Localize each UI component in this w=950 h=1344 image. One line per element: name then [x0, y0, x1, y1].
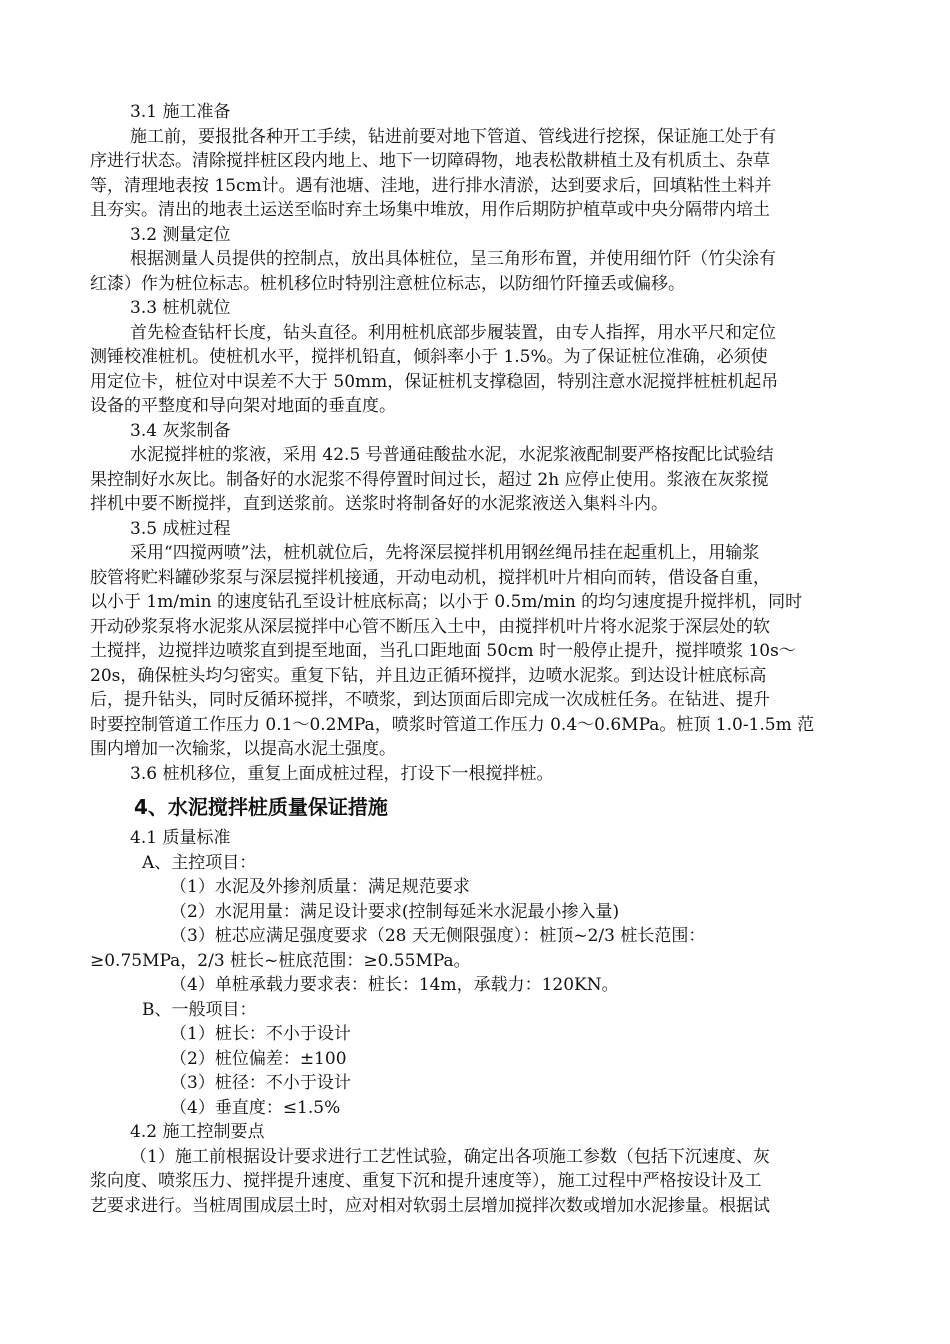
text-line: （4）垂直度：≤1.5%: [170, 1097, 341, 1118]
text-line: ≥0.75MPa，2/3 桩长~桩底范围：≥0.55MPa。: [90, 950, 471, 971]
text-line: 施工前，要报批各种开工手续，钻进前要对地下管道、管线进行挖探，保证施工处于有: [130, 126, 776, 147]
text-line: 以小于 1m/min 的速度钻孔至设计桩底标高；以小于 0.5m/min 的均匀速度提升搅拌机，同时: [90, 592, 803, 612]
text-line: 土搅拌，边搅拌边喷浆直到提至地面，当孔口距地面 50cm 时一般停止提升，搅拌喷浆 10s～: [90, 641, 796, 661]
text-line: 3.4 灰浆制备: [130, 420, 231, 441]
text-line: （4）单桩承载力要求表：桩长：14m，承载力：120KN。: [170, 975, 619, 995]
text-line: 等，清理地表按 15cm计。遇有池塘、洼地，进行排水清淤，达到要求后，回填粘性土料并: [90, 175, 772, 196]
section-4-block: [90, 826, 858, 1218]
section-4-heading: 4、水泥搅拌桩质量保证措施: [134, 795, 388, 819]
section-3-block: [90, 100, 858, 786]
text-line: （2）水泥用量：满足设计要求(控制每延米水泥最小掺入量): [170, 901, 620, 922]
text-line: B、一般项目：: [142, 999, 257, 1020]
text-line: （3）桩芯应满足强度要求（28 天无侧限强度）：桩顶~2/3 桩长范围：: [170, 926, 706, 946]
text-line: 红漆）作为桩位标志。桩机移位时特别注意桩位标志，以防细竹阡撞丢或偏移。: [90, 273, 685, 294]
text-line: 浆向度、喷浆压力、搅拌提升速度、重复下沉和提升速度等），施工过程中严格按设计及工: [90, 1171, 762, 1191]
text-line: （2）桩位偏差：±100: [170, 1048, 347, 1069]
text-line: 4.2 施工控制要点: [130, 1122, 265, 1142]
text-line: 艺要求进行。当桩周围成层土时，应对相对软弱土层增加搅拌次数或增加水泥掺量。根据试: [90, 1195, 770, 1216]
text-line: 设备的平整度和导向架对地面的垂直度。: [90, 396, 396, 416]
text-line: 围内增加一次输浆，以提高水泥土强度。: [90, 739, 396, 759]
text-line: 且夯实。清出的地表土运送至临时弃土场集中堆放，用作后期防护植草或中央分隔带内培土: [90, 200, 770, 220]
text-line: 序进行状态。清除搅拌桩区段内地上、地下一切障碍物，地表松散耕植土及有机质土、杂草: [90, 151, 770, 171]
text-line: （3）桩径：不小于设计: [170, 1073, 351, 1093]
text-line: 首先检查钻杆长度，钻头直径。利用桩机底部步履装置，由专人指挥，用水平尺和定位: [130, 322, 776, 343]
text-line: A、主控项目：: [142, 852, 257, 873]
text-line: 胶管将贮料罐砂浆泵与深层搅拌机接通，开动电动机，搅拌机叶片相向而转，借设备自重，: [90, 567, 770, 588]
text-line: 根据测量人员提供的控制点，放出具体桩位，呈三角形布置，并使用细竹阡（竹尖涂有: [130, 249, 776, 269]
text-line: 测锤校准桩机。使桩机水平，搅拌机铅直，倾斜率小于 1.5%。为了保证桩位准确，必须使: [90, 347, 768, 367]
text-line: （1）施工前根据设计要求进行工艺性试验，确定出各项施工参数（包括下沉速度、灰: [130, 1146, 770, 1167]
text-line: 开动砂浆泵将水泥浆从深层搅拌中心管不断压入土中，由搅拌机叶片将水泥浆于深层处的软: [90, 616, 770, 637]
text-line: 3.1 施工准备: [130, 102, 231, 122]
text-line: 3.3 桩机就位: [130, 298, 231, 318]
text-line: 3.6 桩机移位，重复上面成桩过程，打设下一根搅拌桩。: [130, 763, 554, 784]
text-line: 4.1 质量标准: [130, 828, 231, 848]
text-line: 采用“四搅两喷”法，桩机就位后，先将深层搅拌机用钢丝绳吊挂在起重机上，用输浆: [130, 543, 760, 563]
text-line: （1）水泥及外掺剂质量：满足规范要求: [170, 877, 470, 897]
text-line: 20s，确保桩头均匀密实。重复下钻，并且边正循环搅拌，边喷水泥浆。到达设计桩底标高: [90, 665, 767, 686]
text-line: 拌机中要不断搅拌，直到送浆前。送浆时将制备好的水泥浆液送入集料斗内。: [90, 494, 668, 514]
text-line: 用定位卡，桩位对中误差不大于 50mm，保证桩机支撑稳固，特别注意水泥搅拌桩桩机起吊: [90, 371, 779, 392]
text-line: （1）桩长：不小于设计: [170, 1024, 351, 1044]
text-line: 后，提升钻头，同时反循环搅拌，不喷浆，到达顶面后即完成一次成桩任务。在钻进、提升: [90, 690, 770, 710]
document-body: [90, 100, 858, 1218]
text-line: 果控制好水灰比。制备好的水泥浆不得停置时间过长，超过 2h 应停止使用。浆液在灰浆搅: [90, 469, 769, 490]
text-line: 3.5 成桩过程: [130, 518, 231, 539]
text-line: 时要控制管道工作压力 0.1～0.2MPa，喷浆时管道工作压力 0.4～0.6MPa。桩顶 1.0-1.5m 范: [90, 714, 815, 735]
text-line: 3.2 测量定位: [130, 224, 231, 245]
text-line: 水泥搅拌桩的浆液，采用 42.5 号普通硅酸盐水泥，水泥浆液配制要严格按配比试验结: [130, 445, 774, 465]
